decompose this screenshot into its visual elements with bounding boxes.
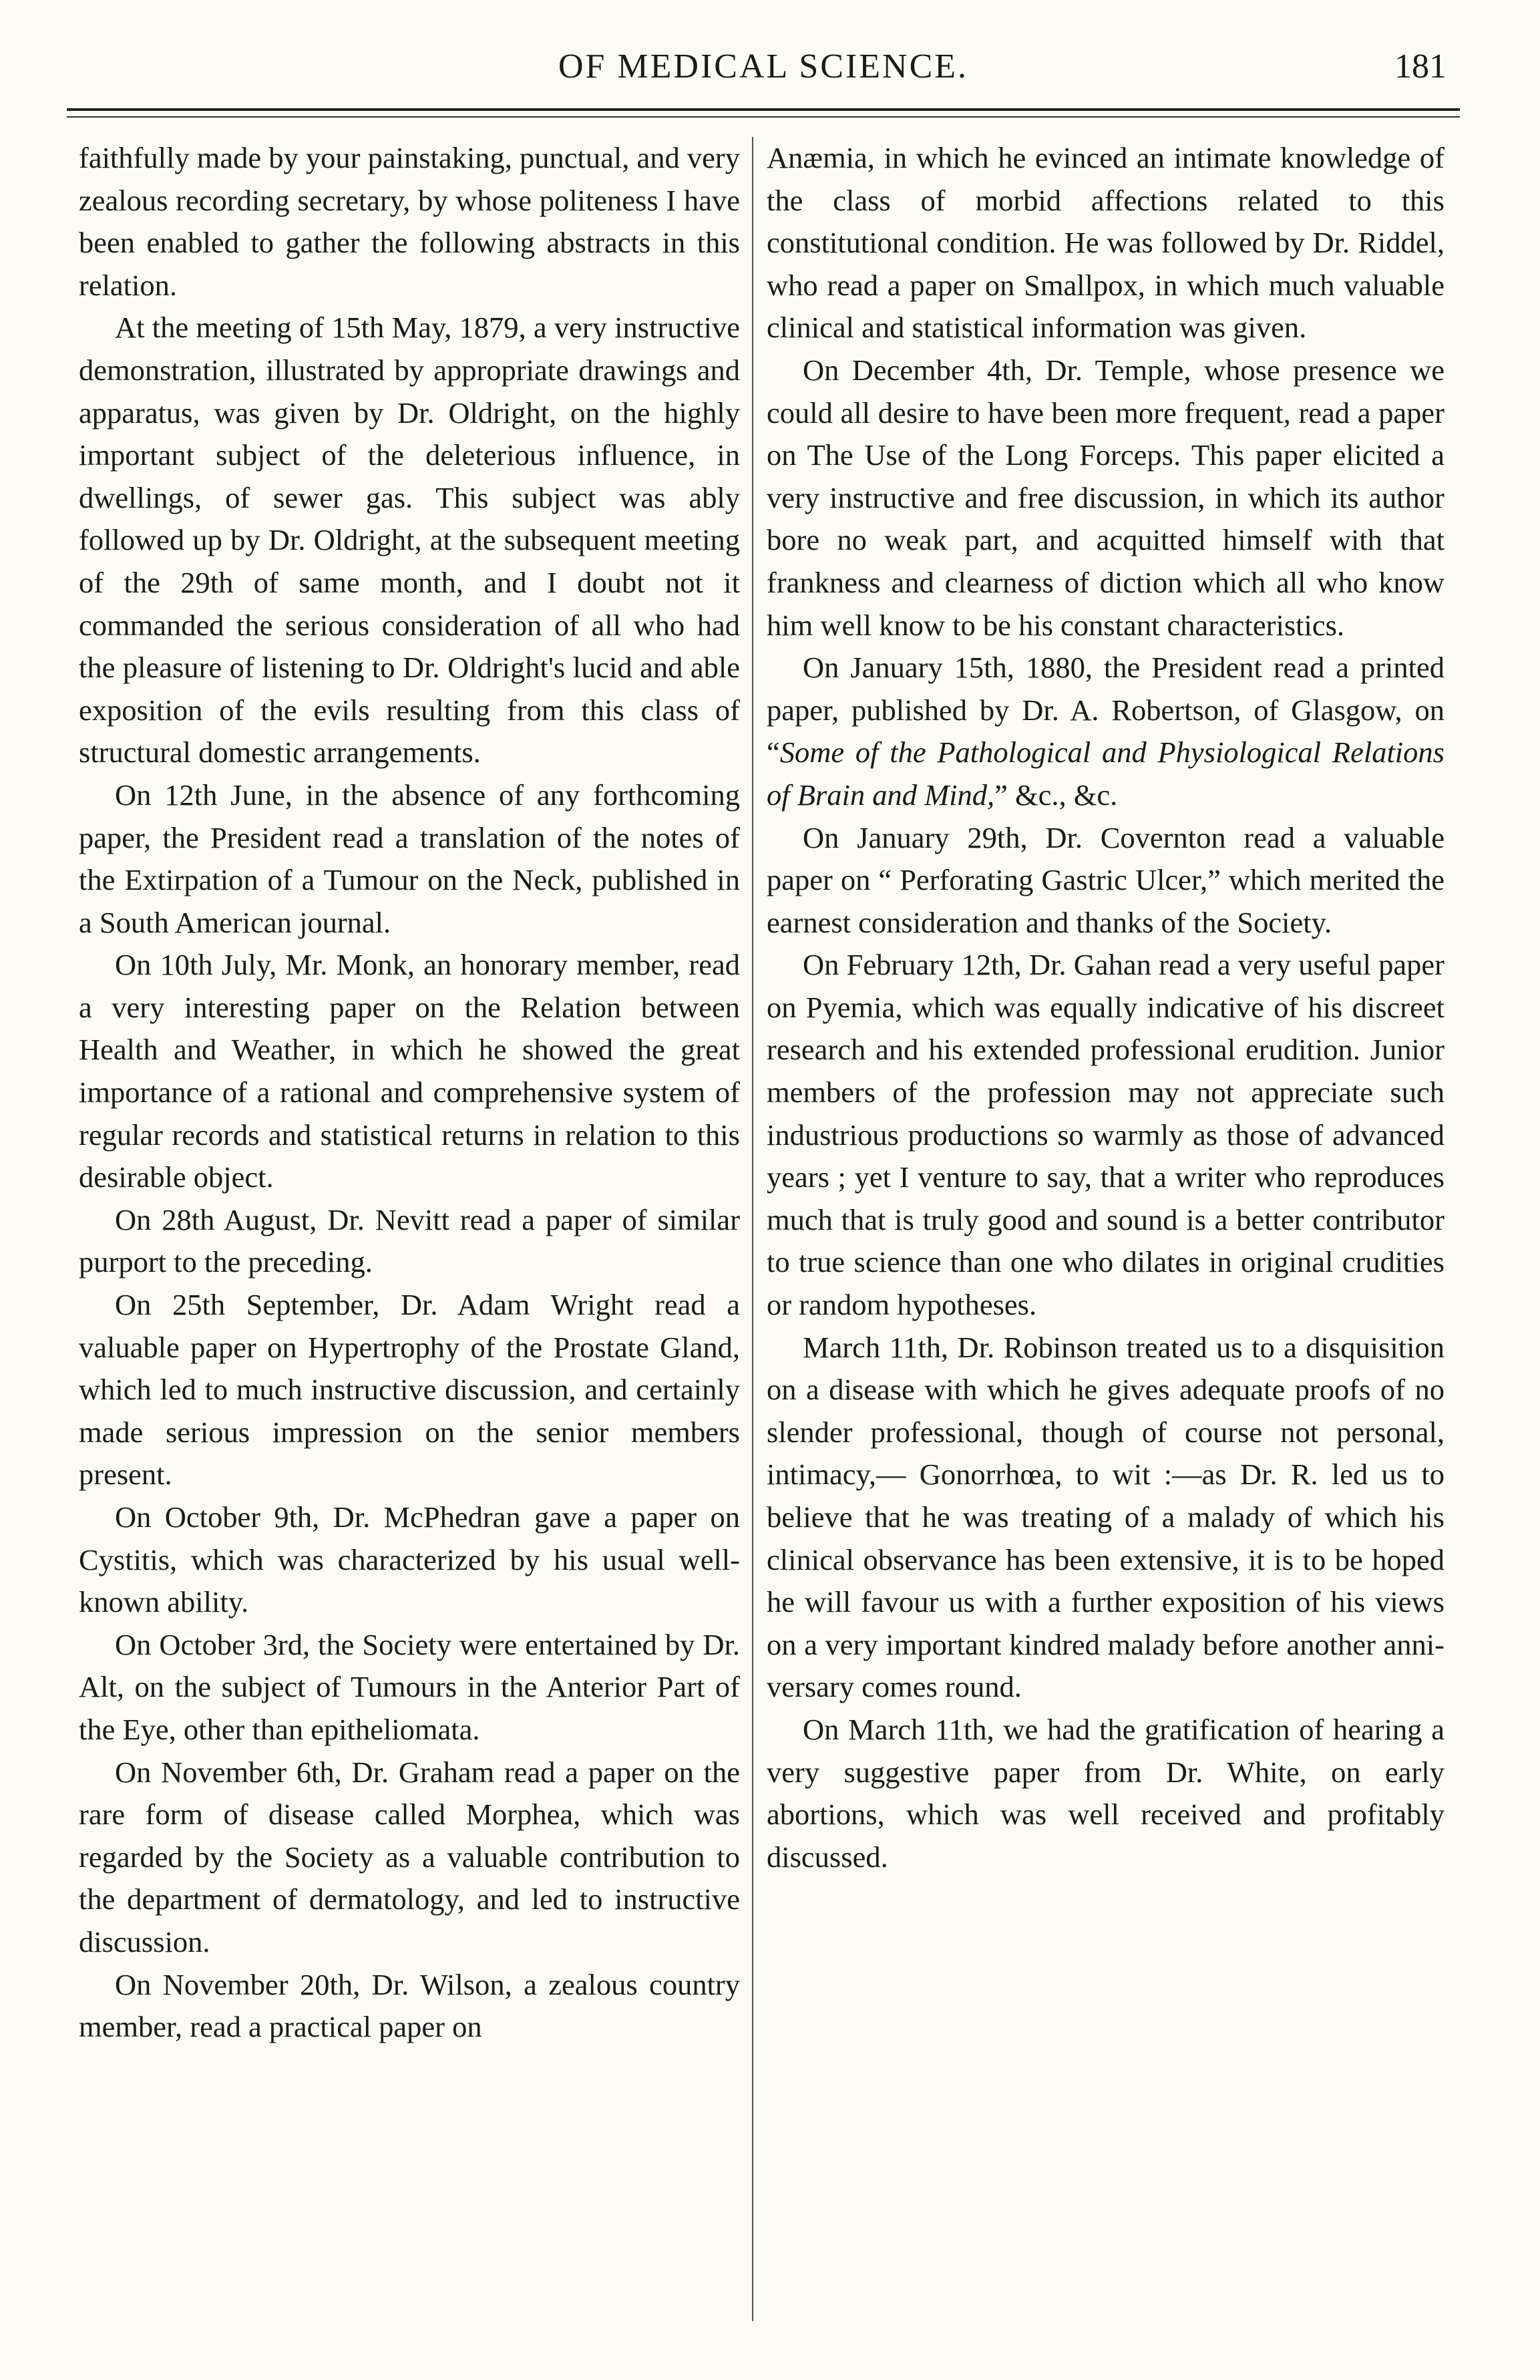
paragraph: At the meeting of 15th May, 1879, a very instructive demonstration, illustrated by appropriate drawings and apparatus, was given by Dr. Oldright, on the highly important subject of the deleterious influence, in dwellings, of sewer gas. This subject was ably followed up by Dr. Oldright, at the subsequent meeting of the 29th of same month, and I doubt not it commanded the serious consideration of all who had the pleasure of listening to Dr. Oldright's lucid and able exposition of the evils resulting from this class of structural domestic arrangements.: [79, 311, 740, 770]
paragraph-text: On January 15th, 1880, the President read a printed paper, published by Dr. A. Robertson, of Glasgow, on “: [767, 651, 1445, 770]
paragraph: [767, 647, 1445, 816]
paragraph: On January 29th, Dr. Covernton read a valuable paper on “ Perforating Gastric Ulcer,” which merited the earnest consideration and thanks of the Society.: [767, 820, 1445, 939]
paper-title: Some of the Pathological and Physiological Relations of Brain and Mind,: [767, 735, 1445, 812]
paragraph: March 11th, Dr. Robinson treated us to a disquisition on a disease with which he gives adequate proofs of no slender professional, though of course not personal, intimacy,— Gonorrhœa, to wit :—as Dr. R. led us to believe that he was treating of a malady of which his clinical observance has been extensive, it is to be hoped he will favour us with a further exposition of his views on a very important kindred malady before another anniversary comes round.: [767, 1330, 1445, 1704]
paragraph: On December 4th, Dr. Temple, whose presence we could all desire to have been more frequent, read a paper on The Use of the Long Forceps. This paper elicited a very instructive and free discussion, in which its author bore no weak part, and acquitted himself with that frankness and clearness of diction which all who know him well know to be his constant characteristics.: [767, 353, 1445, 642]
header-rule: [67, 108, 1460, 111]
paragraph: On November 20th, Dr. Wilson, a zealous country member, read a practical paper on: [79, 1967, 740, 2044]
page-number: 181: [1394, 47, 1447, 86]
paragraph: On March 11th, we had the gratification of hearing a very suggestive paper from Dr. White, on early abortions, which was well received and profitably discussed.: [767, 1712, 1445, 1874]
column-divider: [752, 137, 753, 2321]
paragraph: On 28th August, Dr. Nevitt read a paper of similar purport to the preceding.: [79, 1202, 740, 1279]
paragraph-text: ” &c., &c.: [994, 778, 1118, 812]
paragraph: Anæmia, in which he evinced an intimate knowledge of the class of morbid affections related to this constitutional condition. He was followed by Dr. Riddel, who read a paper on Smallpox, in which much valuable clinical and statistical information was given.: [767, 141, 1445, 345]
paragraph: On November 6th, Dr. Graham read a paper on the rare form of disease called Morphea, which was regarded by the Society as a valuable contribution to the department of dermatology, and led to instructive discussion.: [79, 1755, 740, 1959]
page-header: [67, 47, 1460, 107]
right-column: [767, 137, 1445, 2327]
paragraph: On February 12th, Dr. Gahan read a very useful paper on Pyemia, which was equally indicative of his discreet research and his extended professional erudition. Junior members of the profession may not appreciate such industrious productions so warmly as those of advanced years ; yet I venture to say, that a writer who reproduces much that is truly good and sound is a better contributor to true science than one who dilates in original crudities or random hypotheses.: [767, 948, 1445, 1322]
paragraph: faithfully made by your painstaking, punctual, and very zealous recording secretary, by whose politeness I have been enabled to gather the following abstracts in this relation.: [79, 141, 740, 302]
paragraph: On October 3rd, the Society were entertained by Dr. Alt, on the subject of Tumours in the Anterior Part of the Eye, other than epitheliomata.: [79, 1627, 740, 1746]
paragraph: On 12th June, in the absence of any forthcoming paper, the President read a translation of the notes of the Extirpation of a Tumour on the Neck, published in a South American journal.: [79, 778, 740, 939]
paragraph: On October 9th, Dr. McPhedran gave a paper on Cystitis, which was characterized by his usual well-known ability.: [79, 1500, 740, 1619]
header-rule-thin: [67, 116, 1460, 118]
paragraph: On 10th July, Mr. Monk, an honorary member, read a very interesting paper on the Relation between Health and Weather, in which he showed the great importance of a rational and comprehensive system of regular records and statistical returns in relation to this desirable object.: [79, 948, 740, 1194]
running-title: OF MEDICAL SCIENCE.: [558, 47, 969, 86]
left-column: [79, 137, 740, 2327]
paragraph: On 25th September, Dr. Adam Wright read a valuable paper on Hypertrophy of the Prostate Gland, which led to much instructive discussion, and certainly made serious impression on the senior members present.: [79, 1288, 740, 1492]
